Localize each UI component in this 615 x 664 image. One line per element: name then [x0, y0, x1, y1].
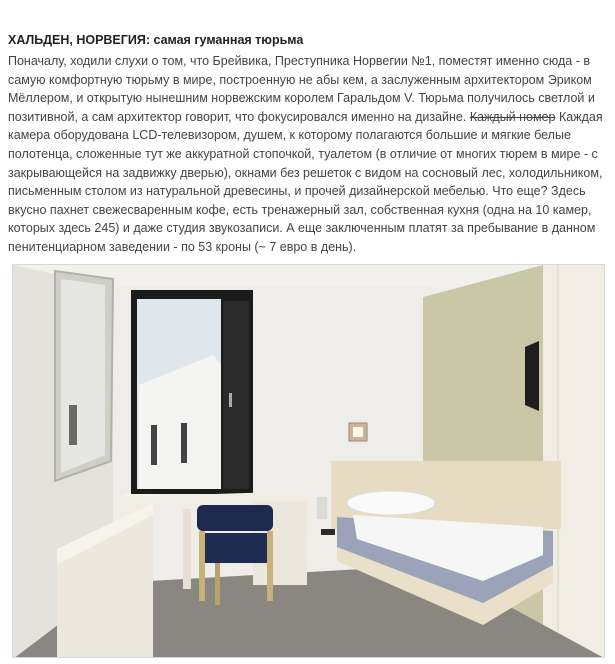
prison-cell-photo: [12, 264, 605, 658]
article-heading: ХАЛЬДЕН, НОРВЕГИЯ: самая гуманная тюрьма: [8, 33, 304, 47]
tv-icon: [525, 341, 539, 411]
strikethrough-text: Каждый номер: [469, 109, 556, 124]
chair-back: [197, 505, 273, 531]
pillow: [347, 491, 435, 515]
paragraph-text-2: Каждая камера оборудована LCD-телевизором, душем, к которому полагаются большие и мягкие белые полотенца, сложенные тут же аккуратной стопочкой, туалетом (в отличие от многих тюрем в мире - с закрывающейся на задвижку дверью), окнами без решеток с видом на сосновый лес, холодильником, письменным столом из натуральной древесины, и прочей дизайнерской мебелью. Что еще? Здесь вкусно пахнет свежесваренным кофе, есть тренажерный зал, собственная кухня (одна на 10 камер, которых здесь 245) и даже студия звукозаписи. А еще заключенным платят за пребывание в данном пенитенциарном заведении - по 53 кроны (~ 7 евро в день).: [8, 109, 603, 254]
article-paragraph: [8, 52, 608, 257]
cell-illustration: [13, 265, 605, 658]
paragraph-text-1: Поначалу, ходили слухи о том, что Брейвика, Преступника Норвегии №1, поместят именно сюда - в самую комфортную тюрьму в мире, построенную не абы кем, а заслуженным архитектором Эриком Мёллером, и открытую нынешним норвежским королем Гаральдом V. Тюрьма получилось светлой и позитивной, а сам архитектор говорит, что фокусировался именно на дизайне.: [8, 54, 595, 124]
